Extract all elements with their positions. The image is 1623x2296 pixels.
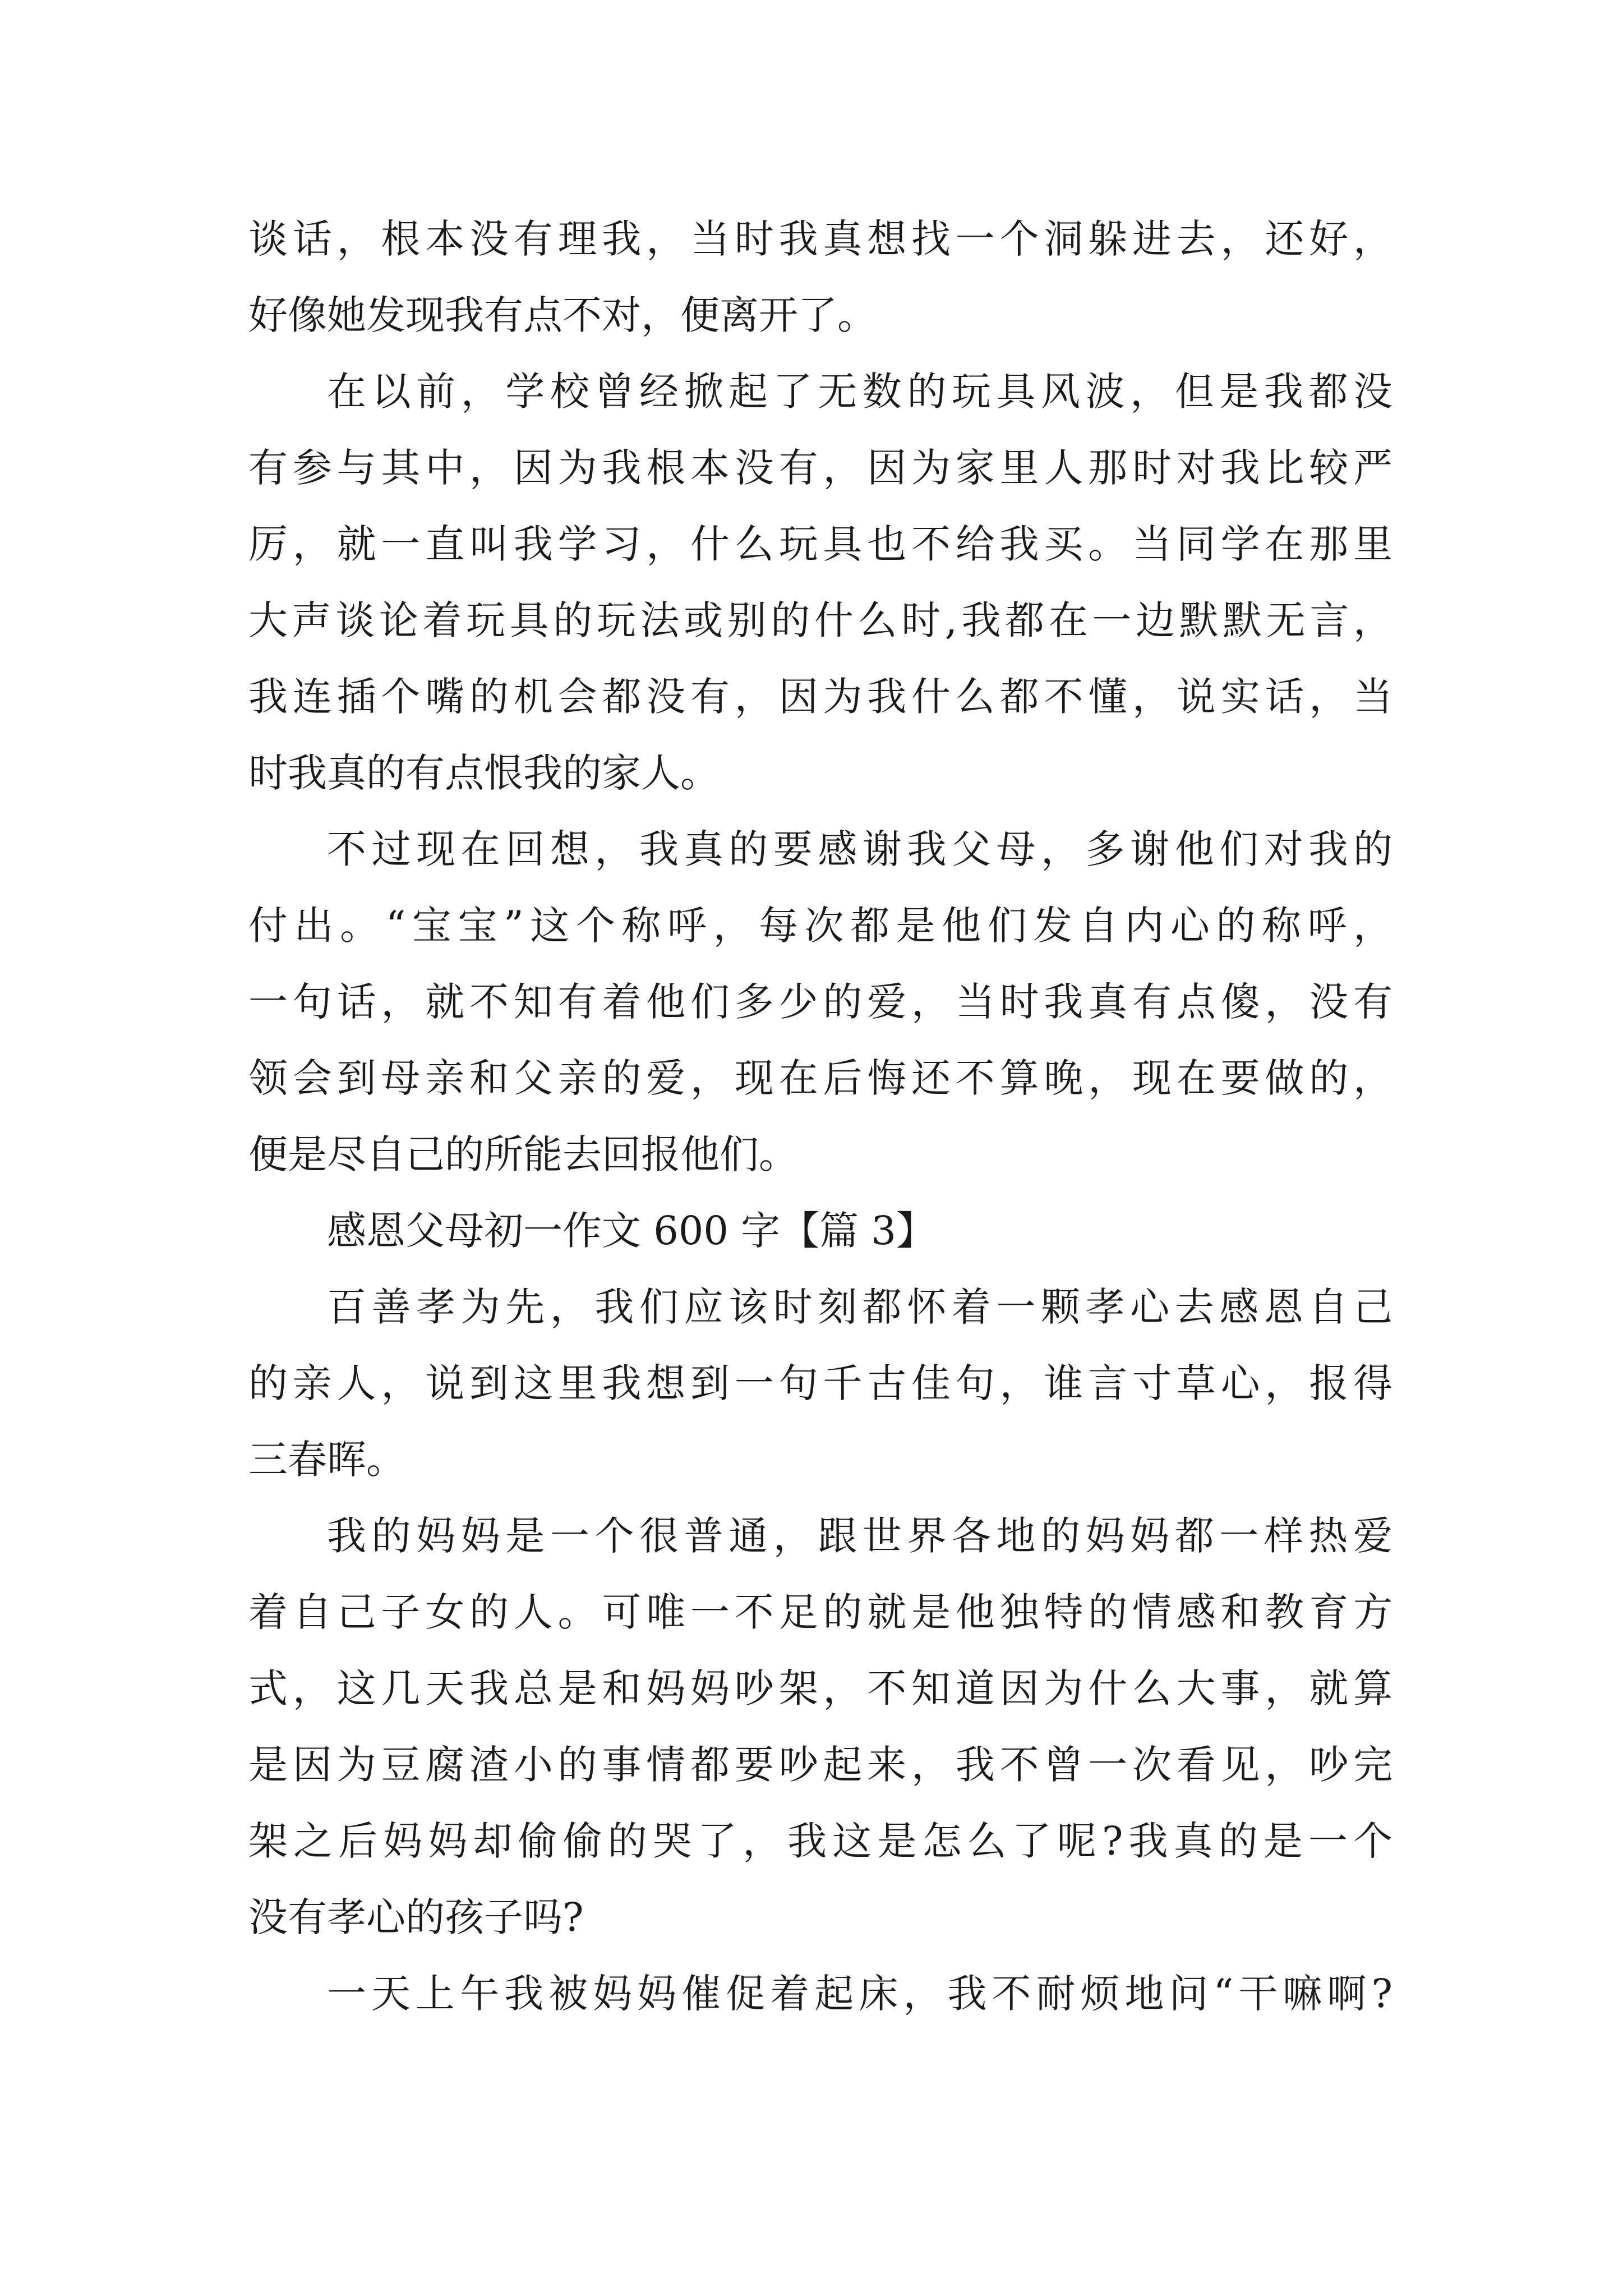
- text-line: 谈话，根本没有理我，当时我真想找一个洞躲进去，还好，: [248, 216, 1393, 262]
- text-line: 的亲人，说到这里我想到一句千古佳句，谁言寸草心，报得: [248, 1360, 1393, 1406]
- text-line: 便是尽自己的所能去回报他们。: [248, 1131, 798, 1177]
- paragraph-start-line: 在以前，学校曾经掀起了无数的玩具风波，但是我都没: [327, 369, 1393, 415]
- text-line: 我连插个嘴的机会都没有，因为我什么都不懂，说实话，当: [248, 674, 1393, 720]
- paragraph-start-line: 一天上午我被妈妈催促着起床，我不耐烦地问“干嘛啊?: [327, 1971, 1393, 2017]
- text-line: 三春晖。: [248, 1437, 405, 1483]
- text-line: 一句话，就不知有着他们多少的爱，当时我真有点傻，没有: [248, 979, 1393, 1025]
- text-line: 厉，就一直叫我学习，什么玩具也不给我买。当同学在那里: [248, 521, 1393, 567]
- document-body: [248, 201, 1393, 2032]
- text-line: 没有孝心的孩子吗?: [248, 1894, 584, 1940]
- text-line: 式，这几天我总是和妈妈吵架，不知道因为什么大事，就算: [248, 1665, 1393, 1711]
- text-line: 大声谈论着玩具的玩法或别的什么时,我都在一边默默无言，: [248, 597, 1393, 643]
- text-line: 领会到母亲和父亲的爱，现在后悔还不算晚，现在要做的，: [248, 1055, 1393, 1101]
- text-line: 有参与其中，因为我根本没有，因为家里人那时对我比较严: [248, 445, 1393, 491]
- paragraph-start-line: 我的妈妈是一个很普通，跟世界各地的妈妈都一样热爱: [327, 1513, 1393, 1559]
- text-line: 是因为豆腐渣小的事情都要吵起来，我不曾一次看见，吵完: [248, 1742, 1393, 1788]
- text-line: 时我真的有点恨我的家人。: [248, 750, 720, 796]
- text-line: 着自己子女的人。可唯一不足的就是他独特的情感和教育方: [248, 1589, 1393, 1635]
- paragraph-start-line: 不过现在回想，我真的要感谢我父母，多谢他们对我的: [327, 826, 1393, 872]
- text-line: 架之后妈妈却偷偷的哭了，我这是怎么了呢?我真的是一个: [248, 1818, 1393, 1864]
- section-heading: 感恩父母初一作文 600 字【篇 3】: [327, 1208, 935, 1254]
- text-line: 好像她发现我有点不对，便离开了。: [248, 292, 877, 338]
- paragraph-start-line: 百善孝为先，我们应该时刻都怀着一颗孝心去感恩自己: [327, 1284, 1393, 1330]
- text-line: 付出。“宝宝”这个称呼，每次都是他们发自内心的称呼，: [248, 903, 1393, 949]
